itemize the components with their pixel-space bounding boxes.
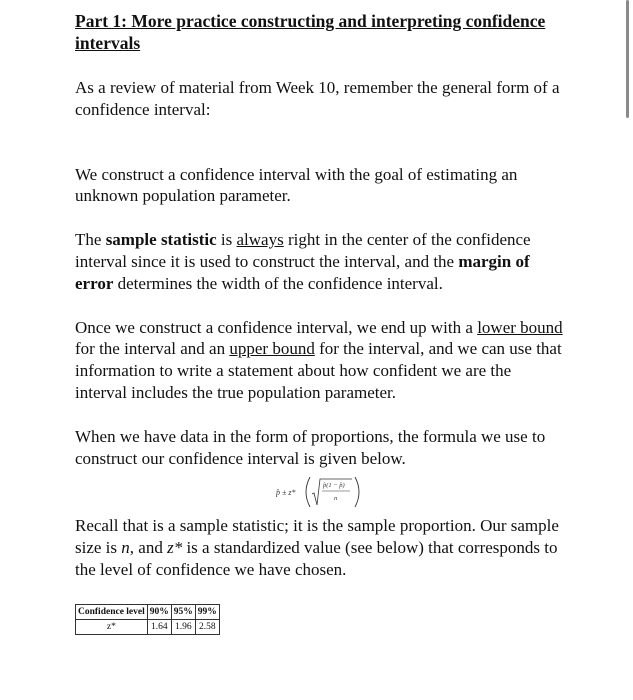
text-run: right in the center of the confidence interval since it is used to construct the interval, and the (75, 230, 531, 271)
proportion-paragraph: When we have data in the form of proportions, the formula we use to construct our confidence interval is given below. (75, 426, 546, 468)
header-90: 90% (147, 604, 171, 619)
formula-lhs: p̂ ± z* (276, 488, 296, 498)
sample-size-symbol: n (121, 538, 130, 558)
text-run: is a standardized value (see below) that corresponds to the level of confidence we have chosen. (75, 538, 558, 579)
bounds-paragraph (75, 317, 565, 404)
margin-of-error-term: margin of error (75, 251, 530, 293)
table-row (76, 619, 220, 634)
z-value-99: 2.58 (195, 619, 219, 634)
goal-paragraph: We construct a confidence interval with the goal of estimating an unknown population parameter. (75, 164, 518, 206)
text-run: for the interval, and we can use that information to write a statement about how confident we are the interval includes the true population parameter. (75, 339, 562, 402)
z-value-table (75, 604, 220, 635)
page-title: Part 1: More practice constructing and interpreting confidence intervals (75, 11, 546, 53)
upper-bound-term: upper bound (229, 339, 315, 359)
formula-numerator: p̂(1 − p̂) (323, 482, 345, 490)
z-value-95: 1.96 (171, 619, 195, 634)
formula-denominator: n (334, 495, 338, 503)
formula-right-paren (355, 477, 359, 507)
text-run: for the interval and an (75, 339, 230, 359)
header-95: 95% (171, 604, 195, 619)
z-value-90: 1.64 (147, 619, 171, 634)
lower-bound-term: lower bound (477, 317, 563, 337)
document-page (75, 10, 565, 635)
header-99: 99% (195, 604, 219, 619)
table-header-row (76, 604, 220, 619)
header-confidence-level: Confidence level (76, 604, 148, 619)
intro-paragraph: As a review of material from Week 10, remember the general form of a confidence interval: (75, 78, 560, 119)
text-run: is (216, 230, 237, 250)
row-label-z: z* (76, 619, 148, 634)
text-run: determines the width of the confidence interval. (113, 273, 443, 293)
text-run: Recall that is a sample statistic; it is the sample proportion. Our sample size is (75, 516, 559, 558)
sample-statistic-paragraph (75, 229, 565, 294)
confidence-interval-formula (276, 475, 366, 509)
text-run: , and (129, 538, 168, 558)
formula-left-paren (306, 477, 310, 507)
always-emphasis: always (236, 230, 284, 250)
text-run: Once we construct a confidence interval, we end up with a (75, 317, 478, 337)
recall-paragraph (75, 515, 565, 580)
text-run: The (75, 230, 106, 250)
vertical-scrollbar[interactable] (626, 0, 629, 118)
z-star-symbol: z* (167, 538, 183, 558)
sample-statistic-term: sample statistic (105, 230, 217, 250)
